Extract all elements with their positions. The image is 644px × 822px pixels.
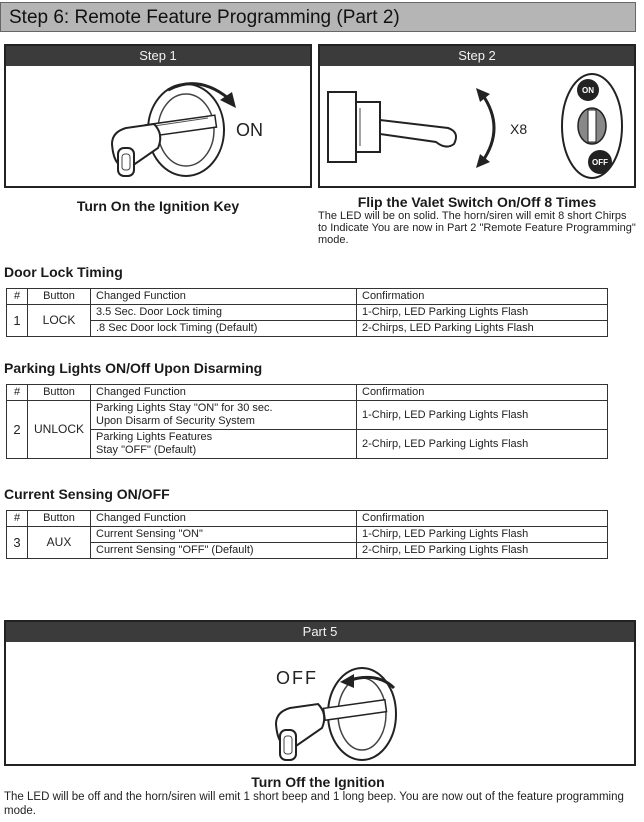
on-label: ON <box>236 120 263 140</box>
header-number: # <box>7 385 28 401</box>
switch-on-label: ON <box>582 86 594 95</box>
row-function: Current Sensing "OFF" (Default) <box>91 543 357 559</box>
step2-panel <box>318 44 636 188</box>
table-row <box>7 321 608 337</box>
table-row <box>7 527 608 543</box>
current-heading: Current Sensing ON/OFF <box>4 486 170 502</box>
row-function: .8 Sec Door lock Timing (Default) <box>91 321 357 337</box>
row-confirmation: 2-Chirp, LED Parking Lights Flash <box>357 430 608 459</box>
table-row <box>7 543 608 559</box>
table-row <box>7 430 608 459</box>
part5-caption: Turn Off the Ignition <box>251 774 385 790</box>
row-function <box>91 430 357 459</box>
door-lock-table <box>6 288 608 337</box>
row-button: LOCK <box>28 305 91 337</box>
row-confirmation: 2-Chirps, LED Parking Lights Flash <box>357 321 608 337</box>
part5-header: Part 5 <box>6 622 634 642</box>
header-confirmation: Confirmation <box>357 289 608 305</box>
table-header-row <box>7 289 608 305</box>
ignition-key-off-illustration <box>6 644 634 766</box>
row-number: 3 <box>7 527 28 559</box>
row-confirmation: 1-Chirp, LED Parking Lights Flash <box>357 305 608 321</box>
header-confirmation: Confirmation <box>357 511 608 527</box>
times-label: X8 <box>510 121 528 137</box>
header-button: Button <box>28 385 91 401</box>
row-function-line2: Upon Disarm of Security System <box>96 415 255 427</box>
off-label: OFF <box>276 668 318 688</box>
step2-header: Step 2 <box>320 46 634 66</box>
header-number: # <box>7 511 28 527</box>
valet-switch-illustration <box>320 68 634 186</box>
row-confirmation: 1-Chirp, LED Parking Lights Flash <box>357 401 608 430</box>
row-number: 2 <box>7 401 28 459</box>
table-header-row <box>7 385 608 401</box>
row-function-line2: Stay "OFF" (Default) <box>96 444 197 456</box>
row-function: 3.5 Sec. Door Lock timing <box>91 305 357 321</box>
row-function: Current Sensing "ON" <box>91 527 357 543</box>
row-confirmation: 2-Chirp, LED Parking Lights Flash <box>357 543 608 559</box>
header-button: Button <box>28 511 91 527</box>
page-title: Step 6: Remote Feature Programming (Part 2) <box>0 2 636 32</box>
row-function-line1: Parking Lights Stay "ON" for 30 sec. <box>96 402 273 414</box>
header-function: Changed Function <box>91 289 357 305</box>
table-header-row <box>7 511 608 527</box>
part5-description: The LED will be off and the horn/siren will emit 1 short beep and 1 long beep. You are now out of the feature programming mode. <box>4 791 624 817</box>
row-number: 1 <box>7 305 28 337</box>
step2-description: The LED will be on solid. The horn/siren will emit 8 short Chirps to Indicate You are now in Part 2 "Remote Feature Programming" mode. <box>318 210 636 246</box>
current-table <box>6 510 608 559</box>
table-row <box>7 305 608 321</box>
switch-off-label: OFF <box>592 158 608 167</box>
header-button: Button <box>28 289 91 305</box>
part5-panel <box>4 620 636 766</box>
step1-caption: Turn On the Ignition Key <box>76 198 240 214</box>
row-function <box>91 401 357 430</box>
header-number: # <box>7 289 28 305</box>
parking-table <box>6 384 608 459</box>
parking-heading: Parking Lights ON/Off Upon Disarming <box>4 360 263 376</box>
row-confirmation: 1-Chirp, LED Parking Lights Flash <box>357 527 608 543</box>
row-function-line1: Parking Lights Features <box>96 431 213 443</box>
table-row <box>7 401 608 430</box>
step2-caption: Flip the Valet Switch On/Off 8 Times <box>357 194 597 210</box>
header-function: Changed Function <box>91 511 357 527</box>
step1-header: Step 1 <box>6 46 310 66</box>
door-lock-heading: Door Lock Timing <box>4 264 123 280</box>
step1-panel <box>4 44 312 188</box>
row-button: AUX <box>28 527 91 559</box>
row-button: UNLOCK <box>28 401 91 459</box>
header-confirmation: Confirmation <box>357 385 608 401</box>
header-function: Changed Function <box>91 385 357 401</box>
ignition-key-on-illustration <box>8 68 308 186</box>
